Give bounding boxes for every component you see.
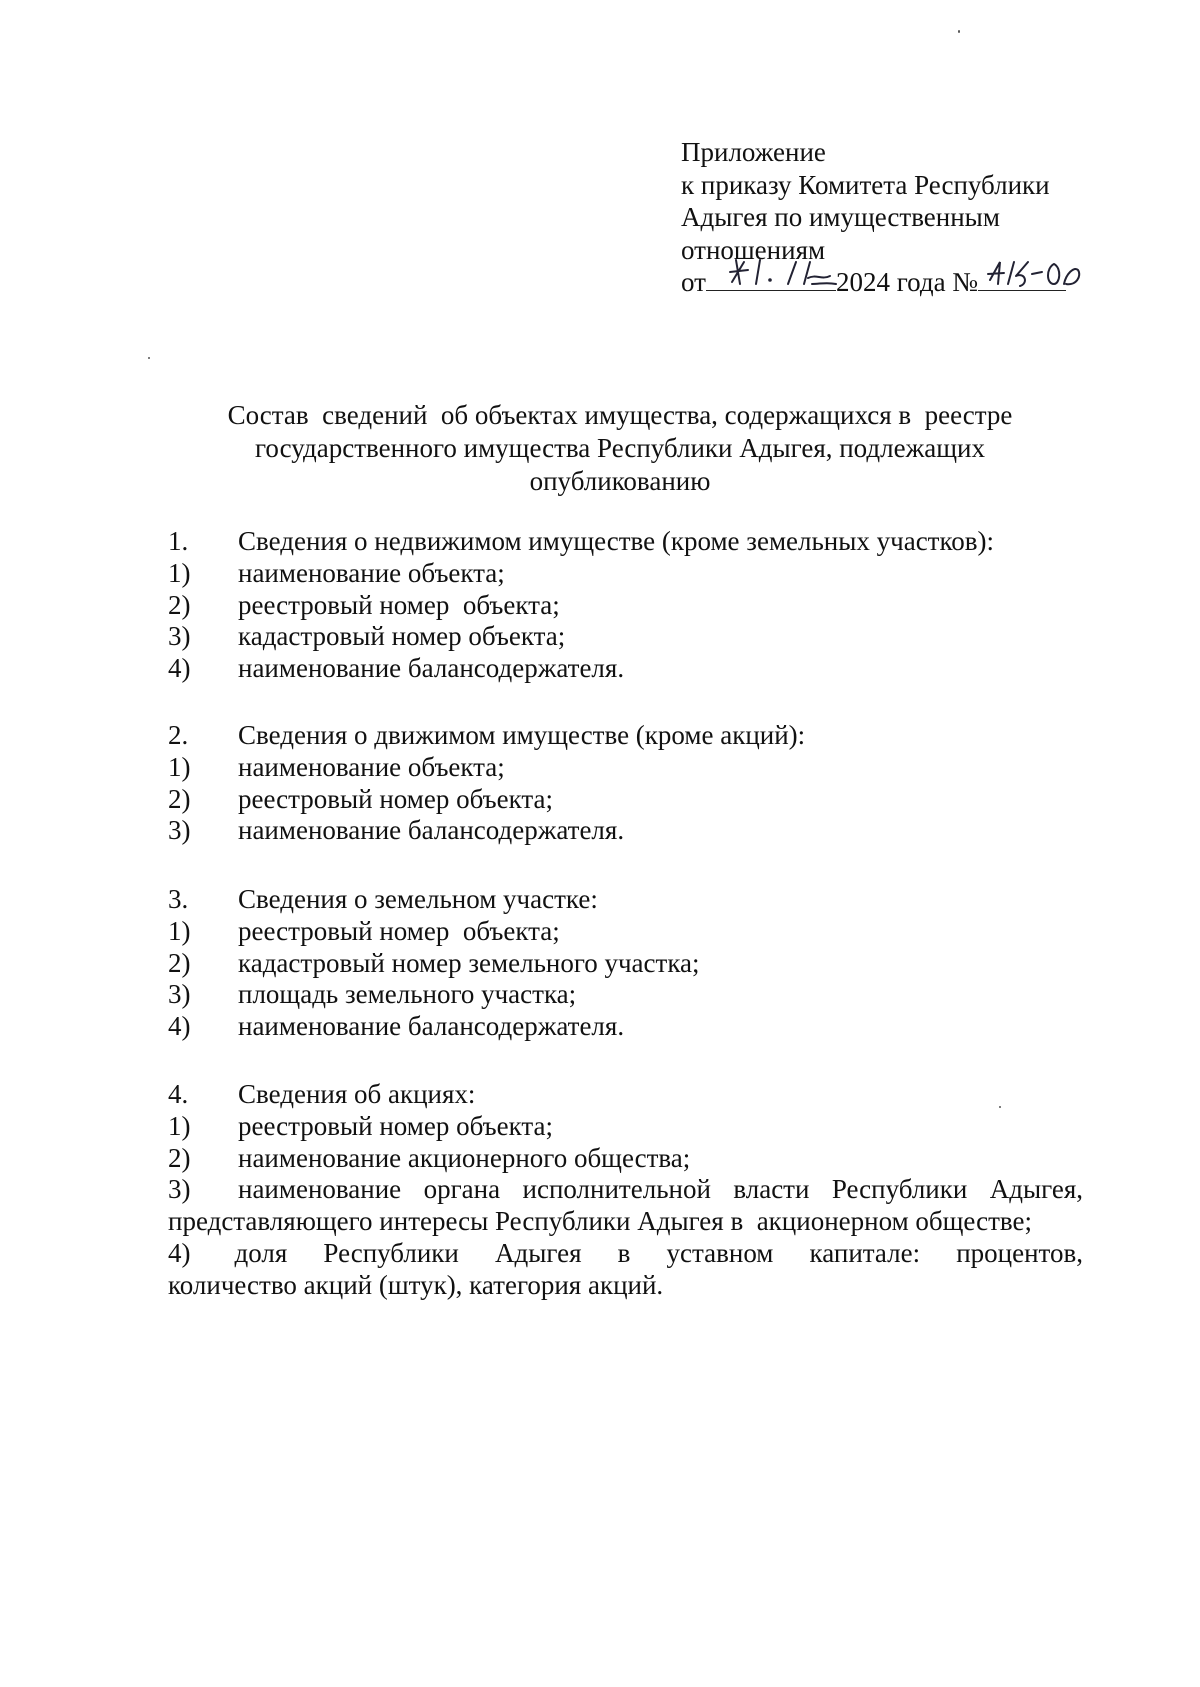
- item-number: 2): [168, 1142, 191, 1173]
- date-blank: [706, 266, 836, 291]
- section-heading-text: Сведения об акциях:: [238, 1079, 476, 1109]
- item-number: 1): [168, 1110, 191, 1141]
- section-number: 3.: [168, 884, 189, 914]
- item-text: наименование балансодержателя.: [238, 815, 625, 846]
- list-item: [168, 1238, 1083, 1302]
- item-text: кадастровый номер земельного участка;: [238, 947, 700, 978]
- appendix-line-2: к приказу Комитета Республики: [681, 169, 1050, 200]
- section-3: [168, 884, 1083, 1043]
- list-item: [168, 1011, 1083, 1043]
- section-heading-text: Сведения о движимом имуществе (кроме акций):: [238, 720, 806, 750]
- item-number: 4): [168, 653, 191, 684]
- document-title: [150, 399, 1090, 498]
- list-item: [168, 784, 1083, 816]
- item-number: 3): [168, 621, 191, 652]
- item-text: реестровый номер объекта;: [238, 1110, 553, 1141]
- list-item: [168, 1143, 1083, 1175]
- list-item: [168, 1174, 1083, 1238]
- item-text: наименование акционерного общества;: [238, 1142, 691, 1173]
- item-text: реестровый номер объекта;: [238, 915, 560, 946]
- date-suffix: 2024 года №: [835, 267, 979, 297]
- item-text: площадь земельного участка;: [238, 979, 577, 1010]
- item-text: кадастровый номер объекта;: [238, 621, 566, 652]
- item-continuation: количество акций (штук), категория акций.: [168, 1269, 664, 1300]
- list-item: [168, 653, 1083, 685]
- section-number: 2.: [168, 720, 189, 750]
- title-line-3: опубликованию: [529, 466, 711, 496]
- section-heading: [168, 884, 1083, 916]
- item-number: 1): [168, 557, 191, 588]
- section-heading: [168, 526, 1083, 558]
- section-heading-text: Сведения о недвижимом имуществе (кроме земельных участков):: [238, 526, 994, 556]
- item-number: 2): [168, 783, 191, 814]
- section-heading: [168, 720, 1083, 752]
- list-item: [168, 979, 1083, 1011]
- item-number: 4): [168, 1237, 191, 1268]
- item-text: наименование органа исполнительной власти Республики Адыгея,: [238, 1174, 1083, 1205]
- item-number: 1): [168, 751, 191, 782]
- item-number: 2): [168, 947, 191, 978]
- list-item: [168, 916, 1083, 948]
- item-number: 2): [168, 589, 191, 620]
- section-number: 4.: [168, 1079, 189, 1109]
- scan-speck: [999, 1106, 1001, 1108]
- order-date-number-line: [681, 266, 1141, 299]
- list-item: [168, 558, 1083, 590]
- list-item: [168, 815, 1083, 847]
- item-text: наименование балансодержателя.: [238, 1011, 625, 1042]
- title-line-2: государственного имущества Республики Адыгея, подлежащих: [255, 433, 985, 463]
- section-number: 1.: [168, 526, 189, 556]
- list-item: [168, 621, 1083, 653]
- appendix-line-3: Адыгея по имущественным: [681, 202, 1000, 232]
- item-first-line: [168, 1174, 1083, 1206]
- item-number: 3): [168, 1174, 191, 1205]
- item-number: 4): [168, 1011, 191, 1042]
- item-text: реестровый номер объекта;: [238, 589, 560, 620]
- section-heading: [168, 1079, 1083, 1111]
- item-text: наименование балансодержателя.: [238, 653, 625, 684]
- item-first-line: [168, 1238, 1083, 1270]
- item-continuation: представляющего интересы Республики Адыгея в акционерном обществе;: [168, 1206, 1032, 1237]
- number-blank: [978, 266, 1066, 291]
- item-text: наименование объекта;: [238, 751, 505, 782]
- item-number: 3): [168, 979, 191, 1010]
- list-item: [168, 752, 1083, 784]
- item-text: наименование объекта;: [238, 557, 505, 588]
- item-text: доля Республики Адыгея в уставном капитале: процентов,: [234, 1237, 1083, 1268]
- section-heading-text: Сведения о земельном участке:: [238, 884, 598, 914]
- date-prefix: от: [681, 267, 706, 297]
- appendix-title: Приложение: [681, 137, 826, 167]
- item-text: реестровый номер объекта;: [238, 783, 553, 814]
- list-item: [168, 948, 1083, 980]
- list-item: [168, 1111, 1083, 1143]
- list-item: [168, 590, 1083, 622]
- scan-speck: [958, 30, 960, 33]
- item-number: 1): [168, 915, 191, 946]
- appendix-header: [681, 136, 1141, 299]
- section-1: [168, 526, 1083, 685]
- scan-speck: [148, 357, 150, 359]
- section-2: [168, 720, 1083, 847]
- item-number: 3): [168, 815, 191, 846]
- appendix-line-4: отношениям: [681, 234, 826, 265]
- title-line-1: Состав сведений об объектах имущества, содержащихся в реестре: [227, 400, 1013, 430]
- section-4: [168, 1079, 1083, 1302]
